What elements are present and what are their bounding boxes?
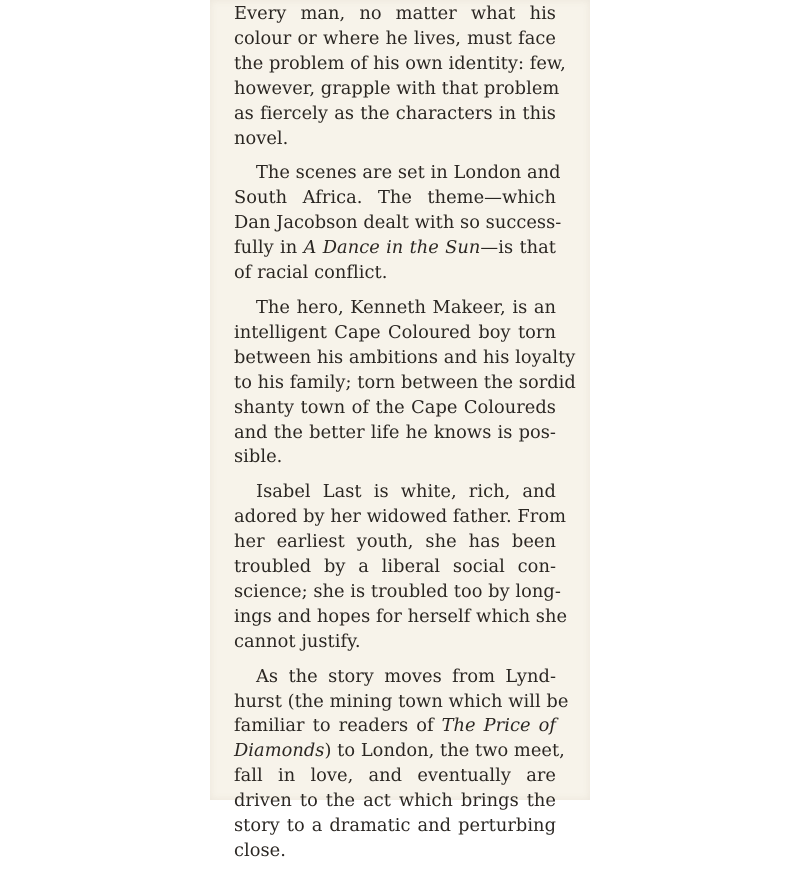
text-line: Isabel Last is white, rich, and [256,481,556,503]
text-line: colour or where he lives, must face [234,27,556,49]
text-line [234,236,556,261]
text-line: novel. [234,127,289,149]
text-line [234,739,565,764]
text-line: cannot justify. [234,630,361,652]
book-title-a-dance-in-the-sun: A Dance in the Sun [303,237,481,259]
text-line: and the better life he knows is pos- [234,421,556,443]
text-run: fully in [234,237,304,259]
text-line: of racial conflict. [234,262,388,284]
text-line: her earliest youth, she has been [234,531,556,553]
text-line: driven to the act which brings the [234,790,556,812]
paragraph-5 [234,665,569,864]
text-line: The scenes are set in London and [256,162,561,184]
text-run: —is that [480,237,556,259]
text-line: The hero, Kenneth Makeer, is an [256,296,556,318]
text-line: ings and hopes for herself which she [234,605,568,627]
text-line: as fiercely as the characters in this [234,102,556,124]
text-line: Every man, no matter what his [234,3,556,24]
text-line: South Africa. The theme—which [234,187,556,209]
text-line: between his ambitions and his loyalty [234,346,576,368]
text-line: fall in love, and eventually are [234,765,556,787]
text-line [234,714,556,739]
book-title-the-price-of-diamonds: The Price of [441,715,556,737]
text-line: the problem of his own identity: few, [234,52,566,74]
text-line: intelligent Cape Coloured boy torn [234,321,556,343]
text-line: Dan Jacobson dealt with so success- [234,212,562,234]
paragraph-1 [234,2,566,151]
paragraph-4 [234,480,568,654]
text-line: As the story moves from Lynd- [256,665,556,687]
text-line: adored by her widowed father. From [234,506,566,528]
paragraph-3 [234,296,576,470]
book-title-the-price-of-diamonds: Diamonds [234,740,325,762]
blurb-text [234,2,576,874]
text-run: familiar to readers of [234,715,442,737]
text-line: close. [234,840,286,861]
text-line: however, grapple with that problem [234,77,560,99]
paragraph-2 [234,161,562,286]
text-line: to his family; torn between the sordid [234,371,576,393]
text-run: ) to London, the two meet, [324,740,565,762]
text-line: shanty town of the Cape Coloureds [234,396,556,418]
text-line: science; she is troubled too by long- [234,580,561,602]
text-line: hurst (the mining town which will be [234,690,569,712]
text-line: sible. [234,446,283,468]
text-line: troubled by a liberal social con- [234,556,556,578]
text-line: story to a dramatic and perturbing [234,815,556,837]
